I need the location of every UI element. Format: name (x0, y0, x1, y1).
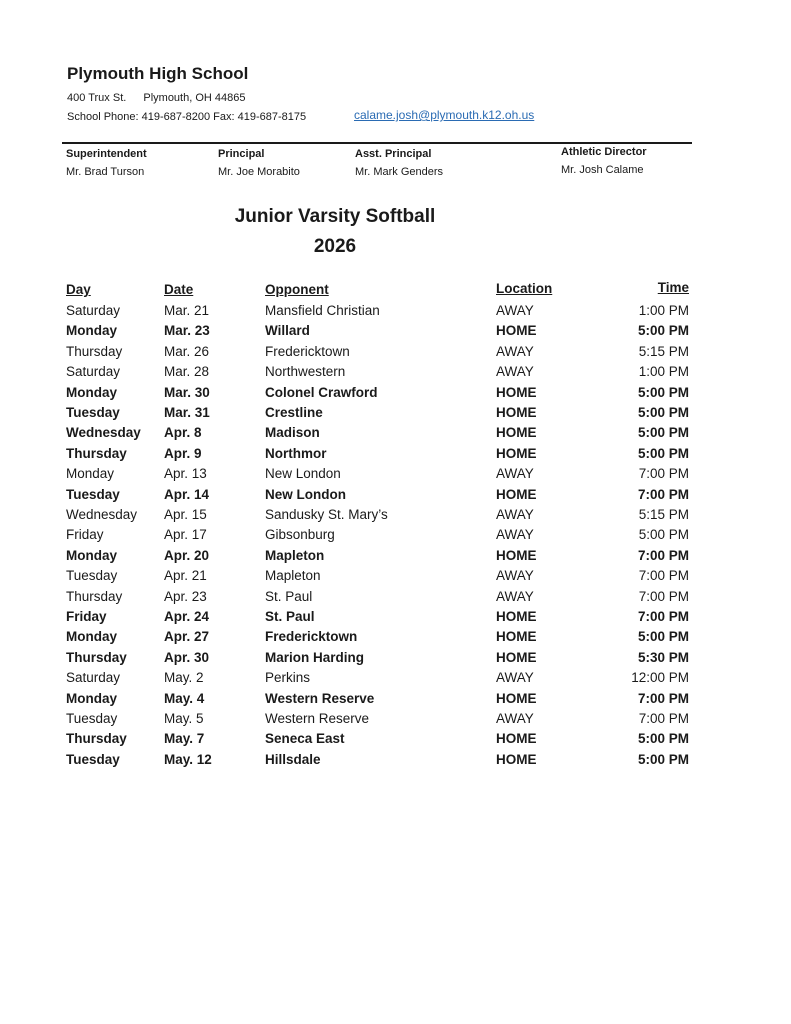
schedule-row (0, 670, 791, 690)
schedule-row (0, 344, 791, 364)
game-location: HOME (496, 405, 537, 420)
column-header-day: Day (66, 282, 91, 297)
game-time: 7:00 PM (638, 466, 689, 482)
schedule-row (0, 446, 791, 466)
schedule-row (0, 548, 791, 568)
staff-principal (218, 148, 300, 178)
game-day: Monday (66, 629, 118, 645)
game-opponent: Fredericktown (265, 343, 350, 359)
game-day: Monday (66, 690, 118, 706)
schedule-row (0, 385, 791, 405)
schedule-row (0, 487, 791, 507)
game-opponent: Perkins (265, 670, 311, 686)
schedule-row (0, 466, 791, 486)
game-day: Friday (66, 609, 107, 624)
game-opponent: Fredericktown (265, 629, 358, 645)
schedule-row (0, 711, 791, 731)
city-state-zip: Plymouth, OH 44865 (143, 92, 246, 104)
game-date: Apr. 23 (164, 588, 207, 604)
game-date: Mar. 23 (164, 323, 210, 339)
game-date: Mar. 30 (164, 384, 210, 400)
game-date: Apr. 21 (164, 568, 207, 584)
game-date: Apr. 13 (164, 466, 207, 482)
game-opponent: Mapleton (265, 547, 325, 563)
document-year: 2026 (313, 236, 357, 257)
column-header-time: Time (657, 280, 689, 295)
game-day: Thursday (66, 445, 127, 461)
game-date: Mar. 31 (164, 405, 210, 420)
schedule-row (0, 691, 791, 711)
game-day: Friday (66, 527, 104, 543)
game-time: 5:00 PM (637, 751, 689, 767)
game-opponent: St. Paul (265, 588, 313, 604)
staff-name: Mr. Mark Genders (355, 166, 444, 178)
email-link[interactable]: calame.josh@plymouth.k12.oh.us (354, 108, 535, 122)
game-location: AWAY (496, 588, 534, 604)
staff-name: Mr. Brad Turson (66, 166, 145, 178)
game-location: HOME (496, 323, 537, 339)
schedule-row (0, 364, 791, 384)
game-date: Apr. 30 (164, 649, 210, 665)
staff-title: Superintendent (66, 148, 147, 160)
game-day: Thursday (66, 649, 127, 665)
staff-athletic-director (561, 146, 647, 176)
game-opponent: Marion Harding (265, 649, 365, 665)
game-time: 7:00 PM (638, 568, 689, 584)
schedule-row (0, 589, 791, 609)
game-date: May. 4 (164, 690, 205, 706)
game-opponent: St. Paul (265, 609, 315, 624)
column-header-location: Location (496, 281, 553, 296)
game-location: AWAY (496, 466, 534, 482)
game-opponent: Colonel Crawford (265, 384, 378, 400)
game-time: 5:00 PM (637, 384, 689, 400)
game-time: 5:00 PM (637, 445, 689, 461)
game-day: Monday (66, 466, 115, 482)
schedule-row (0, 303, 791, 323)
game-location: HOME (496, 731, 537, 747)
game-time: 1:00 PM (638, 364, 689, 380)
game-location: AWAY (496, 527, 534, 543)
game-location: HOME (496, 547, 537, 563)
game-location: AWAY (496, 711, 534, 726)
game-location: AWAY (496, 507, 534, 522)
column-header-opponent: Opponent (265, 282, 329, 297)
game-date: Mar. 21 (164, 303, 210, 318)
game-day: Tuesday (66, 568, 118, 584)
game-day: Thursday (66, 731, 127, 747)
game-day: Saturday (66, 364, 121, 380)
schedule-row (0, 425, 791, 445)
schedule-row (0, 323, 791, 343)
schedule-header-row (0, 282, 791, 302)
game-location: AWAY (496, 343, 534, 359)
game-time: 7:00 PM (637, 486, 689, 502)
game-time: 7:00 PM (638, 711, 689, 726)
game-day: Saturday (66, 670, 121, 686)
school-address (67, 92, 246, 104)
game-time: 5:00 PM (637, 323, 689, 339)
game-time: 5:00 PM (637, 425, 689, 441)
game-date: Apr. 17 (164, 527, 207, 543)
column-header-date: Date (164, 282, 194, 297)
game-opponent: New London (265, 486, 346, 502)
game-location: AWAY (496, 364, 534, 380)
game-time: 5:15 PM (638, 507, 689, 522)
game-day: Monday (66, 547, 118, 563)
game-day: Monday (66, 323, 118, 339)
schedule-row (0, 629, 791, 649)
game-location: HOME (496, 690, 537, 706)
game-opponent: Seneca East (265, 731, 345, 747)
game-day: Wednesday (66, 507, 138, 522)
game-day: Thursday (66, 588, 123, 604)
game-time: 5:30 PM (637, 649, 689, 665)
schedule-row (0, 752, 791, 772)
game-opponent: New London (265, 466, 341, 482)
game-date: Apr. 9 (164, 445, 202, 461)
game-opponent: Sandusky St. Mary’s (265, 507, 388, 522)
game-day: Tuesday (66, 486, 120, 502)
game-time: 5:00 PM (637, 731, 689, 747)
schedule-row (0, 405, 791, 425)
schedule-row (0, 731, 791, 751)
staff-name: Mr. Joe Morabito (218, 166, 300, 178)
phone-fax: School Phone: 419-687-8200 Fax: 419-687-8175 (67, 111, 307, 123)
game-location: AWAY (496, 670, 534, 686)
game-time: 12:00 PM (631, 670, 689, 686)
game-day: Saturday (66, 303, 121, 318)
staff-title: Asst. Principal (355, 148, 432, 160)
game-date: Apr. 20 (164, 547, 210, 563)
schedule-row (0, 527, 791, 547)
schedule-row (0, 568, 791, 588)
schedule-row (0, 609, 791, 629)
game-day: Tuesday (66, 751, 120, 767)
game-location: HOME (496, 649, 537, 665)
game-day: Tuesday (66, 405, 120, 420)
game-date: May. 7 (164, 731, 205, 747)
game-opponent: Mansfield Christian (265, 303, 380, 318)
game-date: Apr. 24 (164, 609, 210, 624)
game-day: Monday (66, 384, 118, 400)
game-time: 5:00 PM (638, 527, 689, 543)
game-time: 7:00 PM (637, 547, 689, 563)
staff-name: Mr. Josh Calame (561, 164, 644, 176)
game-opponent: Western Reserve (265, 711, 370, 726)
game-date: Apr. 15 (164, 507, 207, 522)
game-date: Apr. 8 (164, 425, 202, 441)
game-date: Mar. 28 (164, 364, 210, 380)
schedule-row (0, 650, 791, 670)
schedule-row (0, 507, 791, 527)
game-opponent: Crestline (265, 405, 323, 420)
game-location: HOME (496, 751, 537, 767)
game-location: HOME (496, 609, 537, 624)
game-opponent: Hillsdale (265, 751, 321, 767)
document-title: Junior Varsity Softball (234, 206, 436, 227)
game-location: AWAY (496, 568, 534, 584)
game-location: HOME (496, 425, 537, 441)
game-date: Mar. 26 (164, 343, 210, 359)
game-time: 1:00 PM (638, 303, 689, 318)
game-day: Thursday (66, 343, 123, 359)
game-date: Apr. 14 (164, 486, 210, 502)
header-divider (62, 142, 692, 144)
game-day: Wednesday (66, 425, 141, 441)
staff-superintendent (66, 148, 147, 178)
game-opponent: Northwestern (265, 364, 346, 380)
game-time: 5:00 PM (637, 405, 689, 420)
game-location: HOME (496, 445, 537, 461)
game-date: May. 2 (164, 670, 204, 686)
game-time: 5:00 PM (637, 629, 689, 645)
game-opponent: Madison (265, 425, 320, 441)
game-time: 7:00 PM (637, 690, 689, 706)
game-location: AWAY (496, 303, 534, 318)
game-date: Apr. 27 (164, 629, 210, 645)
game-time: 5:15 PM (638, 343, 689, 359)
staff-title: Principal (218, 148, 265, 160)
game-opponent: Willard (265, 323, 310, 339)
game-location: HOME (496, 486, 537, 502)
game-opponent: Gibsonburg (265, 527, 335, 543)
game-time: 7:00 PM (638, 588, 689, 604)
game-day: Tuesday (66, 711, 118, 726)
game-opponent: Western Reserve (265, 690, 375, 706)
game-location: HOME (496, 629, 537, 645)
school-name: Plymouth High School (67, 64, 249, 83)
game-location: HOME (496, 384, 537, 400)
game-date: May. 5 (164, 711, 204, 726)
game-date: May. 12 (164, 751, 212, 767)
staff-asst-principal (355, 148, 443, 178)
game-opponent: Mapleton (265, 568, 321, 584)
game-time: 7:00 PM (637, 609, 689, 624)
street-address: 400 Trux St. (67, 92, 127, 104)
game-opponent: Northmor (265, 445, 327, 461)
staff-title: Athletic Director (561, 146, 647, 158)
